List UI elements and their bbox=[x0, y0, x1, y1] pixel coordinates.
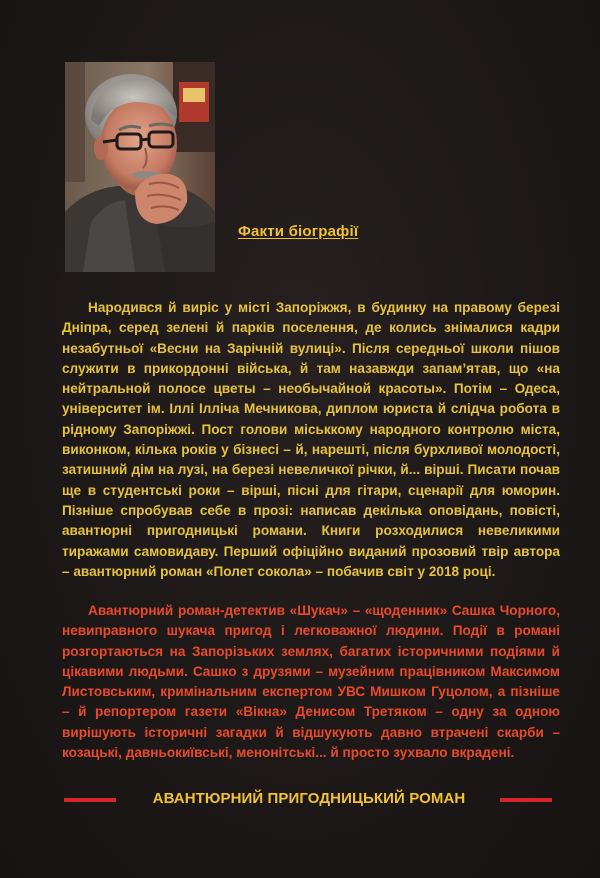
biography-text: Народився й виріс у місті Запоріжжя, в будинку на правому березі Дніпра, серед зелені й парків поселення, де колись знімалися кадри незабутньої «Весни на Зарічній вулиці». Після середньої школи пішов служити в прикордонні війська, й там назавжди запам’ятав, що «на нейтральной полосе цветы – необычайной красоты». Потім – Одеса, університет ім. Іллі Ілліча Мечникова, диплом юриста й слідча робота в рідному Запоріжжі. Пост голови міськкому народного контролю міста, виконком, кілька років у бізнесі – й, нарешті, після бурхливої молодості, затишний дім на лузі, на березі невеличкої річки, й... вірші. Писати почав ще в студентські роки – вірші, пісні для гітари, сценарії для юморин. Пізніше спробував себе в прозі: написав декілька оповідань, повісті, авантюрні пригодницькі романи. Книги розходилися невеликими тиражами самовидаву. Перший офіційно виданий прозовий твір автора – авантюрний роман «Полет сокола» – побачив світ у 2018 році. bbox=[62, 300, 560, 579]
author-portrait-icon bbox=[65, 62, 215, 272]
author-photo bbox=[65, 62, 215, 272]
biography-heading: Факти біографії bbox=[238, 223, 359, 240]
left-rule bbox=[64, 798, 116, 802]
genre-banner bbox=[0, 786, 600, 814]
right-rule bbox=[500, 798, 552, 802]
genre-label: АВАНТЮРНИЙ ПРИГОДНИЦЬКИЙ РОМАН bbox=[152, 790, 466, 807]
novel-description: Авантюрний роман-детектив «Шукач» – «щоденник» Сашка Чорного, невиправного шукача пригод і легковажної людини. Події в романі розгортаються на Запорізьких землях, багатих історичними подіями й цікавими людьми. Сашко з друзями – музейним працівником Максимом Листовським, кримінальним експертом УВС Мишком Гуцолом, а пізніше – й репортером газети «Вікна» Денисом Третяком – одну за одною вирішують історичні загадки й відшукують давно втрачені скарби – козацькі, давньокиївські, менонітські... й просто зухвало вкрадені. bbox=[62, 603, 560, 761]
